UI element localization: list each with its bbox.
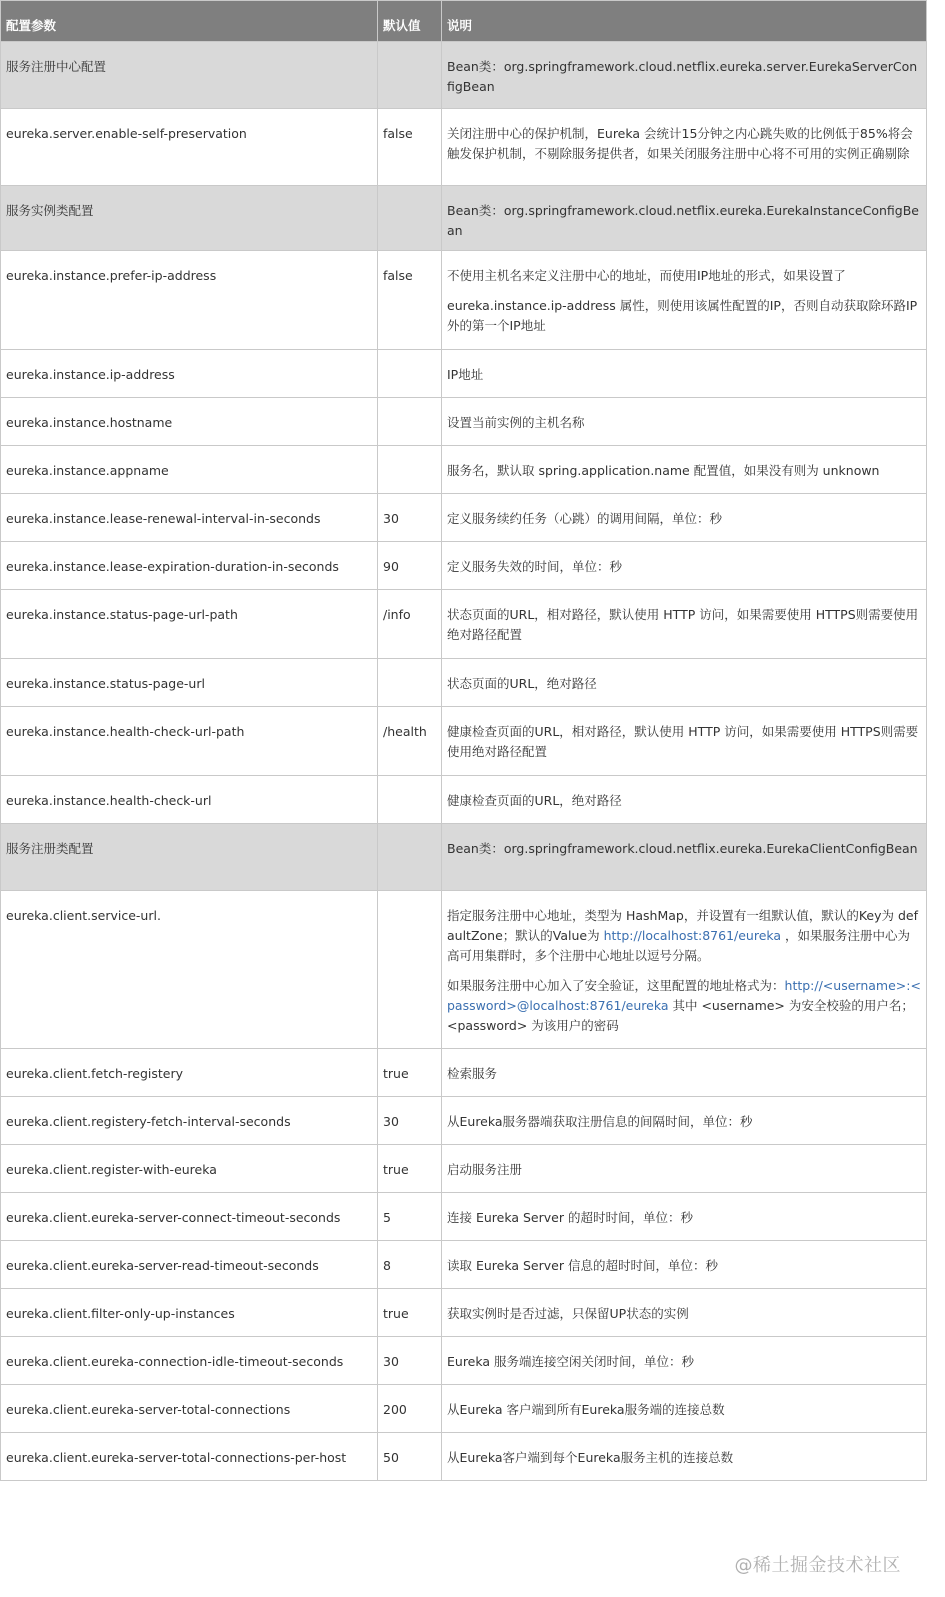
desc-cell bbox=[442, 1049, 927, 1097]
param-cell: eureka.instance.health-check-url bbox=[1, 776, 378, 824]
desc-cell bbox=[442, 1241, 927, 1289]
param-cell: eureka.instance.status-page-url-path bbox=[1, 590, 378, 659]
desc-cell bbox=[442, 1145, 927, 1193]
desc-cell bbox=[442, 1193, 927, 1241]
desc-text bbox=[447, 906, 921, 966]
table-row bbox=[1, 1049, 927, 1097]
auth-url-link[interactable]: http://<username>:<password>@localhost:8761/eureka bbox=[447, 978, 921, 1013]
table-row bbox=[1, 350, 927, 398]
section-row-server bbox=[1, 42, 927, 109]
desc-cell bbox=[442, 776, 927, 824]
default-zone-link[interactable]: http://localhost:8761/eureka bbox=[603, 928, 782, 943]
desc-text-d: 其中 <username> 为安全校验的用户名；<password> 为该用户的密码 bbox=[447, 998, 914, 1033]
param-cell: 服务注册类配置 bbox=[1, 824, 378, 891]
param-cell: eureka.client.register-with-eureka bbox=[1, 1145, 378, 1193]
desc-text: 设置当前实例的主机名称 bbox=[447, 415, 585, 430]
desc-cell bbox=[442, 824, 927, 891]
default-cell: /info bbox=[378, 590, 442, 659]
default-cell bbox=[378, 398, 442, 446]
default-cell: 50 bbox=[378, 1433, 442, 1481]
default-cell bbox=[378, 659, 442, 707]
table-row bbox=[1, 1433, 927, 1481]
desc-text: 状态页面的URL，绝对路径 bbox=[447, 676, 597, 691]
desc-cell bbox=[442, 1433, 927, 1481]
default-cell bbox=[378, 42, 442, 109]
table-row bbox=[1, 707, 927, 776]
default-cell bbox=[378, 824, 442, 891]
table-header-row bbox=[1, 1, 927, 42]
default-cell: true bbox=[378, 1049, 442, 1097]
section-row-client bbox=[1, 824, 927, 891]
desc-text: Bean类：org.springframework.cloud.netflix.eureka.server.EurekaServerConfigBean bbox=[447, 59, 918, 94]
param-cell: eureka.client.eureka-server-total-connections bbox=[1, 1385, 378, 1433]
desc-cell bbox=[442, 350, 927, 398]
default-cell bbox=[378, 186, 442, 251]
desc-cell bbox=[442, 1385, 927, 1433]
desc-text-2: eureka.instance.ip-address 属性，则使用该属性配置的IP，否则自动获取除环路IP外的第一个IP地址 bbox=[447, 298, 918, 333]
desc-cell bbox=[442, 1337, 927, 1385]
param-cell: eureka.client.eureka-server-read-timeout-seconds bbox=[1, 1241, 378, 1289]
table-row bbox=[1, 494, 927, 542]
desc-cell bbox=[442, 542, 927, 590]
default-cell bbox=[378, 446, 442, 494]
default-cell: false bbox=[378, 109, 442, 186]
param-cell: eureka.client.service-url. bbox=[1, 891, 378, 1049]
desc-text: 从Eureka服务器端获取注册信息的间隔时间，单位：秒 bbox=[447, 1114, 753, 1129]
param-cell: eureka.instance.lease-renewal-interval-in-seconds bbox=[1, 494, 378, 542]
param-cell: eureka.client.filter-only-up-instances bbox=[1, 1289, 378, 1337]
param-cell: 服务注册中心配置 bbox=[1, 42, 378, 109]
desc-text-2 bbox=[447, 976, 921, 1036]
desc-cell bbox=[442, 42, 927, 109]
desc-text: 启动服务注册 bbox=[447, 1162, 523, 1177]
default-cell: 30 bbox=[378, 494, 442, 542]
table-row bbox=[1, 1097, 927, 1145]
header-desc: 说明 bbox=[442, 1, 927, 42]
table-row bbox=[1, 1289, 927, 1337]
table-row bbox=[1, 1241, 927, 1289]
table-row bbox=[1, 109, 927, 186]
table-row bbox=[1, 590, 927, 659]
desc-text-b: ，如果服务注册中心为高可用集群时，多个注册中心地址以逗号分隔。 bbox=[447, 928, 911, 963]
watermark: @稀土掘金技术社区 bbox=[734, 1555, 901, 1576]
desc-cell bbox=[442, 659, 927, 707]
desc-text-c: 如果服务注册中心加入了安全验证，这里配置的地址格式为： bbox=[447, 978, 785, 993]
desc-text: 服务名，默认取 spring.application.name 配置值，如果没有则为 unknown bbox=[447, 463, 880, 478]
default-cell: 5 bbox=[378, 1193, 442, 1241]
param-cell: eureka.server.enable-self-preservation bbox=[1, 109, 378, 186]
desc-text: 读取 Eureka Server 信息的超时时间，单位：秒 bbox=[447, 1258, 718, 1273]
desc-text: 获取实例时是否过滤，只保留UP状态的实例 bbox=[447, 1306, 689, 1321]
table-row bbox=[1, 1385, 927, 1433]
table-row bbox=[1, 1193, 927, 1241]
desc-text: 从Eureka 客户端到所有Eureka服务端的连接总数 bbox=[447, 1402, 725, 1417]
desc-text: 检索服务 bbox=[447, 1066, 498, 1081]
desc-text: 关闭注册中心的保护机制，Eureka 会统计15分钟之内心跳失败的比例低于85%将会触发保护机制，不剔除服务提供者，如果关闭服务注册中心将不可用的实例正确剔除 bbox=[447, 126, 913, 161]
param-cell: eureka.instance.prefer-ip-address bbox=[1, 251, 378, 350]
default-cell: true bbox=[378, 1145, 442, 1193]
section-row-instance bbox=[1, 186, 927, 251]
param-cell: eureka.client.eureka-server-total-connections-per-host bbox=[1, 1433, 378, 1481]
param-cell: eureka.instance.status-page-url bbox=[1, 659, 378, 707]
desc-text: Bean类：org.springframework.cloud.netflix.eureka.EurekaInstanceConfigBean bbox=[447, 203, 919, 238]
desc-text: 从Eureka客户端到每个Eureka服务主机的连接总数 bbox=[447, 1450, 734, 1465]
desc-cell bbox=[442, 891, 927, 1049]
desc-text: 健康检查页面的URL，相对路径，默认使用 HTTP 访问，如果需要使用 HTTPS则需要使用绝对路径配置 bbox=[447, 724, 919, 759]
table-row bbox=[1, 251, 927, 350]
desc-cell bbox=[442, 494, 927, 542]
desc-cell bbox=[442, 1097, 927, 1145]
desc-cell bbox=[442, 590, 927, 659]
table-row bbox=[1, 446, 927, 494]
desc-cell bbox=[442, 398, 927, 446]
table-row bbox=[1, 891, 927, 1049]
param-cell: eureka.client.registery-fetch-interval-seconds bbox=[1, 1097, 378, 1145]
default-cell: 30 bbox=[378, 1337, 442, 1385]
desc-text: 定义服务续约任务（心跳）的调用间隔，单位：秒 bbox=[447, 511, 723, 526]
param-cell: 服务实例类配置 bbox=[1, 186, 378, 251]
desc-text: Bean类：org.springframework.cloud.netflix.eureka.EurekaClientConfigBean bbox=[447, 841, 918, 856]
default-cell: 30 bbox=[378, 1097, 442, 1145]
desc-text: IP地址 bbox=[447, 367, 484, 382]
param-cell: eureka.instance.lease-expiration-duration-in-seconds bbox=[1, 542, 378, 590]
table-row bbox=[1, 659, 927, 707]
table-row bbox=[1, 776, 927, 824]
desc-cell bbox=[442, 186, 927, 251]
default-cell: 200 bbox=[378, 1385, 442, 1433]
desc-cell bbox=[442, 446, 927, 494]
default-cell: 8 bbox=[378, 1241, 442, 1289]
table-row bbox=[1, 398, 927, 446]
default-cell bbox=[378, 891, 442, 1049]
desc-text-a: 指定服务注册中心地址，类型为 HashMap，并设置有一组默认值，默认的Key为 defaultZone；默认的Value为 bbox=[447, 908, 919, 943]
desc-text: 不使用主机名来定义注册中心的地址，而使用IP地址的形式，如果设置了 bbox=[447, 268, 846, 283]
desc-text: Eureka 服务端连接空闲关闭时间，单位：秒 bbox=[447, 1354, 695, 1369]
default-cell: /health bbox=[378, 707, 442, 776]
default-cell: false bbox=[378, 251, 442, 350]
desc-cell bbox=[442, 1289, 927, 1337]
param-cell: eureka.client.eureka-connection-idle-timeout-seconds bbox=[1, 1337, 378, 1385]
header-default: 默认值 bbox=[378, 1, 442, 42]
desc-text: 状态页面的URL，相对路径，默认使用 HTTP 访问，如果需要使用 HTTPS则需要使用绝对路径配置 bbox=[447, 607, 919, 642]
param-cell: eureka.instance.health-check-url-path bbox=[1, 707, 378, 776]
desc-cell bbox=[442, 707, 927, 776]
default-cell: true bbox=[378, 1289, 442, 1337]
default-cell bbox=[378, 776, 442, 824]
desc-cell bbox=[442, 109, 927, 186]
default-cell: 90 bbox=[378, 542, 442, 590]
param-cell: eureka.client.eureka-server-connect-timeout-seconds bbox=[1, 1193, 378, 1241]
desc-text: 健康检查页面的URL，绝对路径 bbox=[447, 793, 622, 808]
table-row bbox=[1, 542, 927, 590]
default-cell bbox=[378, 350, 442, 398]
desc-text: 连接 Eureka Server 的超时时间，单位：秒 bbox=[447, 1210, 693, 1225]
desc-text: 定义服务失效的时间，单位：秒 bbox=[447, 559, 623, 574]
table-row bbox=[1, 1145, 927, 1193]
desc-cell bbox=[442, 251, 927, 350]
header-param: 配置参数 bbox=[1, 1, 378, 42]
param-cell: eureka.instance.appname bbox=[1, 446, 378, 494]
param-cell: eureka.instance.ip-address bbox=[1, 350, 378, 398]
table-row bbox=[1, 1337, 927, 1385]
param-cell: eureka.client.fetch-registery bbox=[1, 1049, 378, 1097]
param-cell: eureka.instance.hostname bbox=[1, 398, 378, 446]
